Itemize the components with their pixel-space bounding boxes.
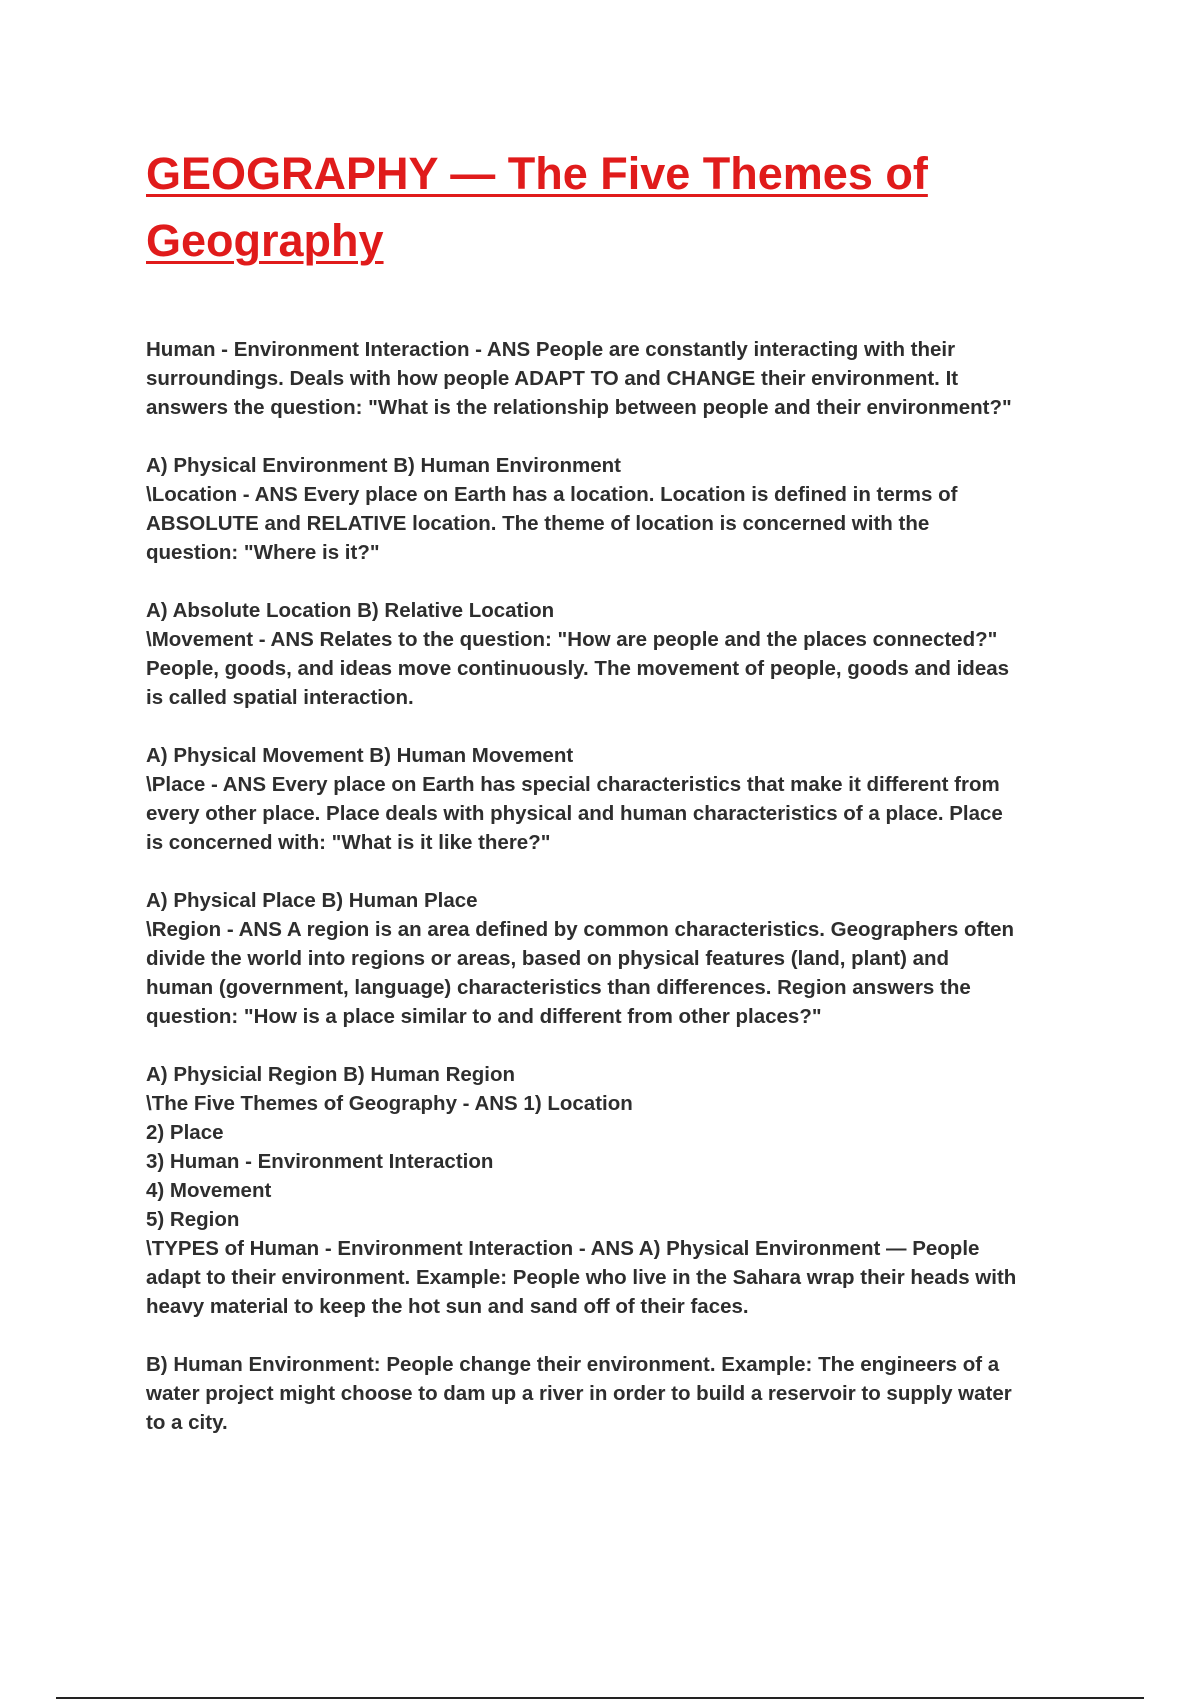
- paragraph-block: [146, 886, 1096, 1031]
- text-line: B) Human Environment: People change their environment. Example: The engineers of a: [146, 1353, 1000, 1376]
- text-line: A) Physical Environment B) Human Environment: [146, 454, 621, 477]
- text-line: every other place. Place deals with physical and human characteristics of a place. Place: [146, 802, 1003, 825]
- text-line: 5) Region: [146, 1208, 240, 1231]
- paragraph-block: [146, 451, 1096, 567]
- paragraph-block: [146, 741, 1096, 857]
- paragraph-block: [146, 596, 1096, 712]
- text-line: \Region - ANS A region is an area defined by common characteristics. Geographers often: [146, 918, 1015, 941]
- text-line: \Movement - ANS Relates to the question: "How are people and the places connected?": [146, 628, 998, 651]
- text-line: surroundings. Deals with how people ADAPT TO and CHANGE their environment. It: [146, 367, 959, 390]
- text-line: 2) Place: [146, 1121, 224, 1144]
- text-line: question: "How is a place similar to and different from other places?": [146, 1005, 822, 1028]
- text-line: heavy material to keep the hot sun and sand off of their faces.: [146, 1295, 749, 1318]
- text-line: \TYPES of Human - Environment Interaction - ANS A) Physical Environment — People: [146, 1237, 980, 1260]
- text-line: A) Physical Place B) Human Place: [146, 889, 478, 912]
- text-line: \Place - ANS Every place on Earth has special characteristics that make it different from: [146, 773, 1000, 796]
- text-line: Human - Environment Interaction - ANS People are constantly interacting with their: [146, 338, 956, 361]
- title-line-2: Geography: [146, 215, 384, 266]
- text-line: A) Physical Movement B) Human Movement: [146, 744, 574, 767]
- document-body: [146, 335, 1096, 1466]
- text-line: \Location - ANS Every place on Earth has a location. Location is defined in terms of: [146, 483, 958, 506]
- text-line: water project might choose to dam up a river in order to build a reservoir to supply water: [146, 1382, 1012, 1405]
- text-line: divide the world into regions or areas, based on physical features (land, plant) and: [146, 947, 950, 970]
- text-line: 3) Human - Environment Interaction: [146, 1150, 494, 1173]
- title-line-1: GEOGRAPHY — The Five Themes of: [146, 148, 928, 199]
- text-line: human (government, language) characteristics than differences. Region answers the: [146, 976, 971, 999]
- text-line: to a city.: [146, 1411, 228, 1434]
- text-line: question: "Where is it?": [146, 541, 380, 564]
- text-line: A) Physicial Region B) Human Region: [146, 1063, 516, 1086]
- text-line: adapt to their environment. Example: People who live in the Sahara wrap their heads with: [146, 1266, 1017, 1289]
- paragraph-block: [146, 335, 1096, 422]
- text-line: People, goods, and ideas move continuously. The movement of people, goods and ideas: [146, 657, 1010, 680]
- paragraph-block: [146, 1060, 1096, 1321]
- text-line: is concerned with: "What is it like there?": [146, 831, 551, 854]
- text-line: \The Five Themes of Geography - ANS 1) Location: [146, 1092, 633, 1115]
- text-line: ABSOLUTE and RELATIVE location. The theme of location is concerned with the: [146, 512, 930, 535]
- text-line: answers the question: "What is the relationship between people and their environment?": [146, 396, 1012, 419]
- footer-rule: [56, 1697, 1144, 1699]
- text-line: A) Absolute Location B) Relative Location: [146, 599, 555, 622]
- document-title: [146, 140, 1046, 274]
- text-line: 4) Movement: [146, 1179, 272, 1202]
- text-line: is called spatial interaction.: [146, 686, 414, 709]
- paragraph-block: [146, 1350, 1096, 1437]
